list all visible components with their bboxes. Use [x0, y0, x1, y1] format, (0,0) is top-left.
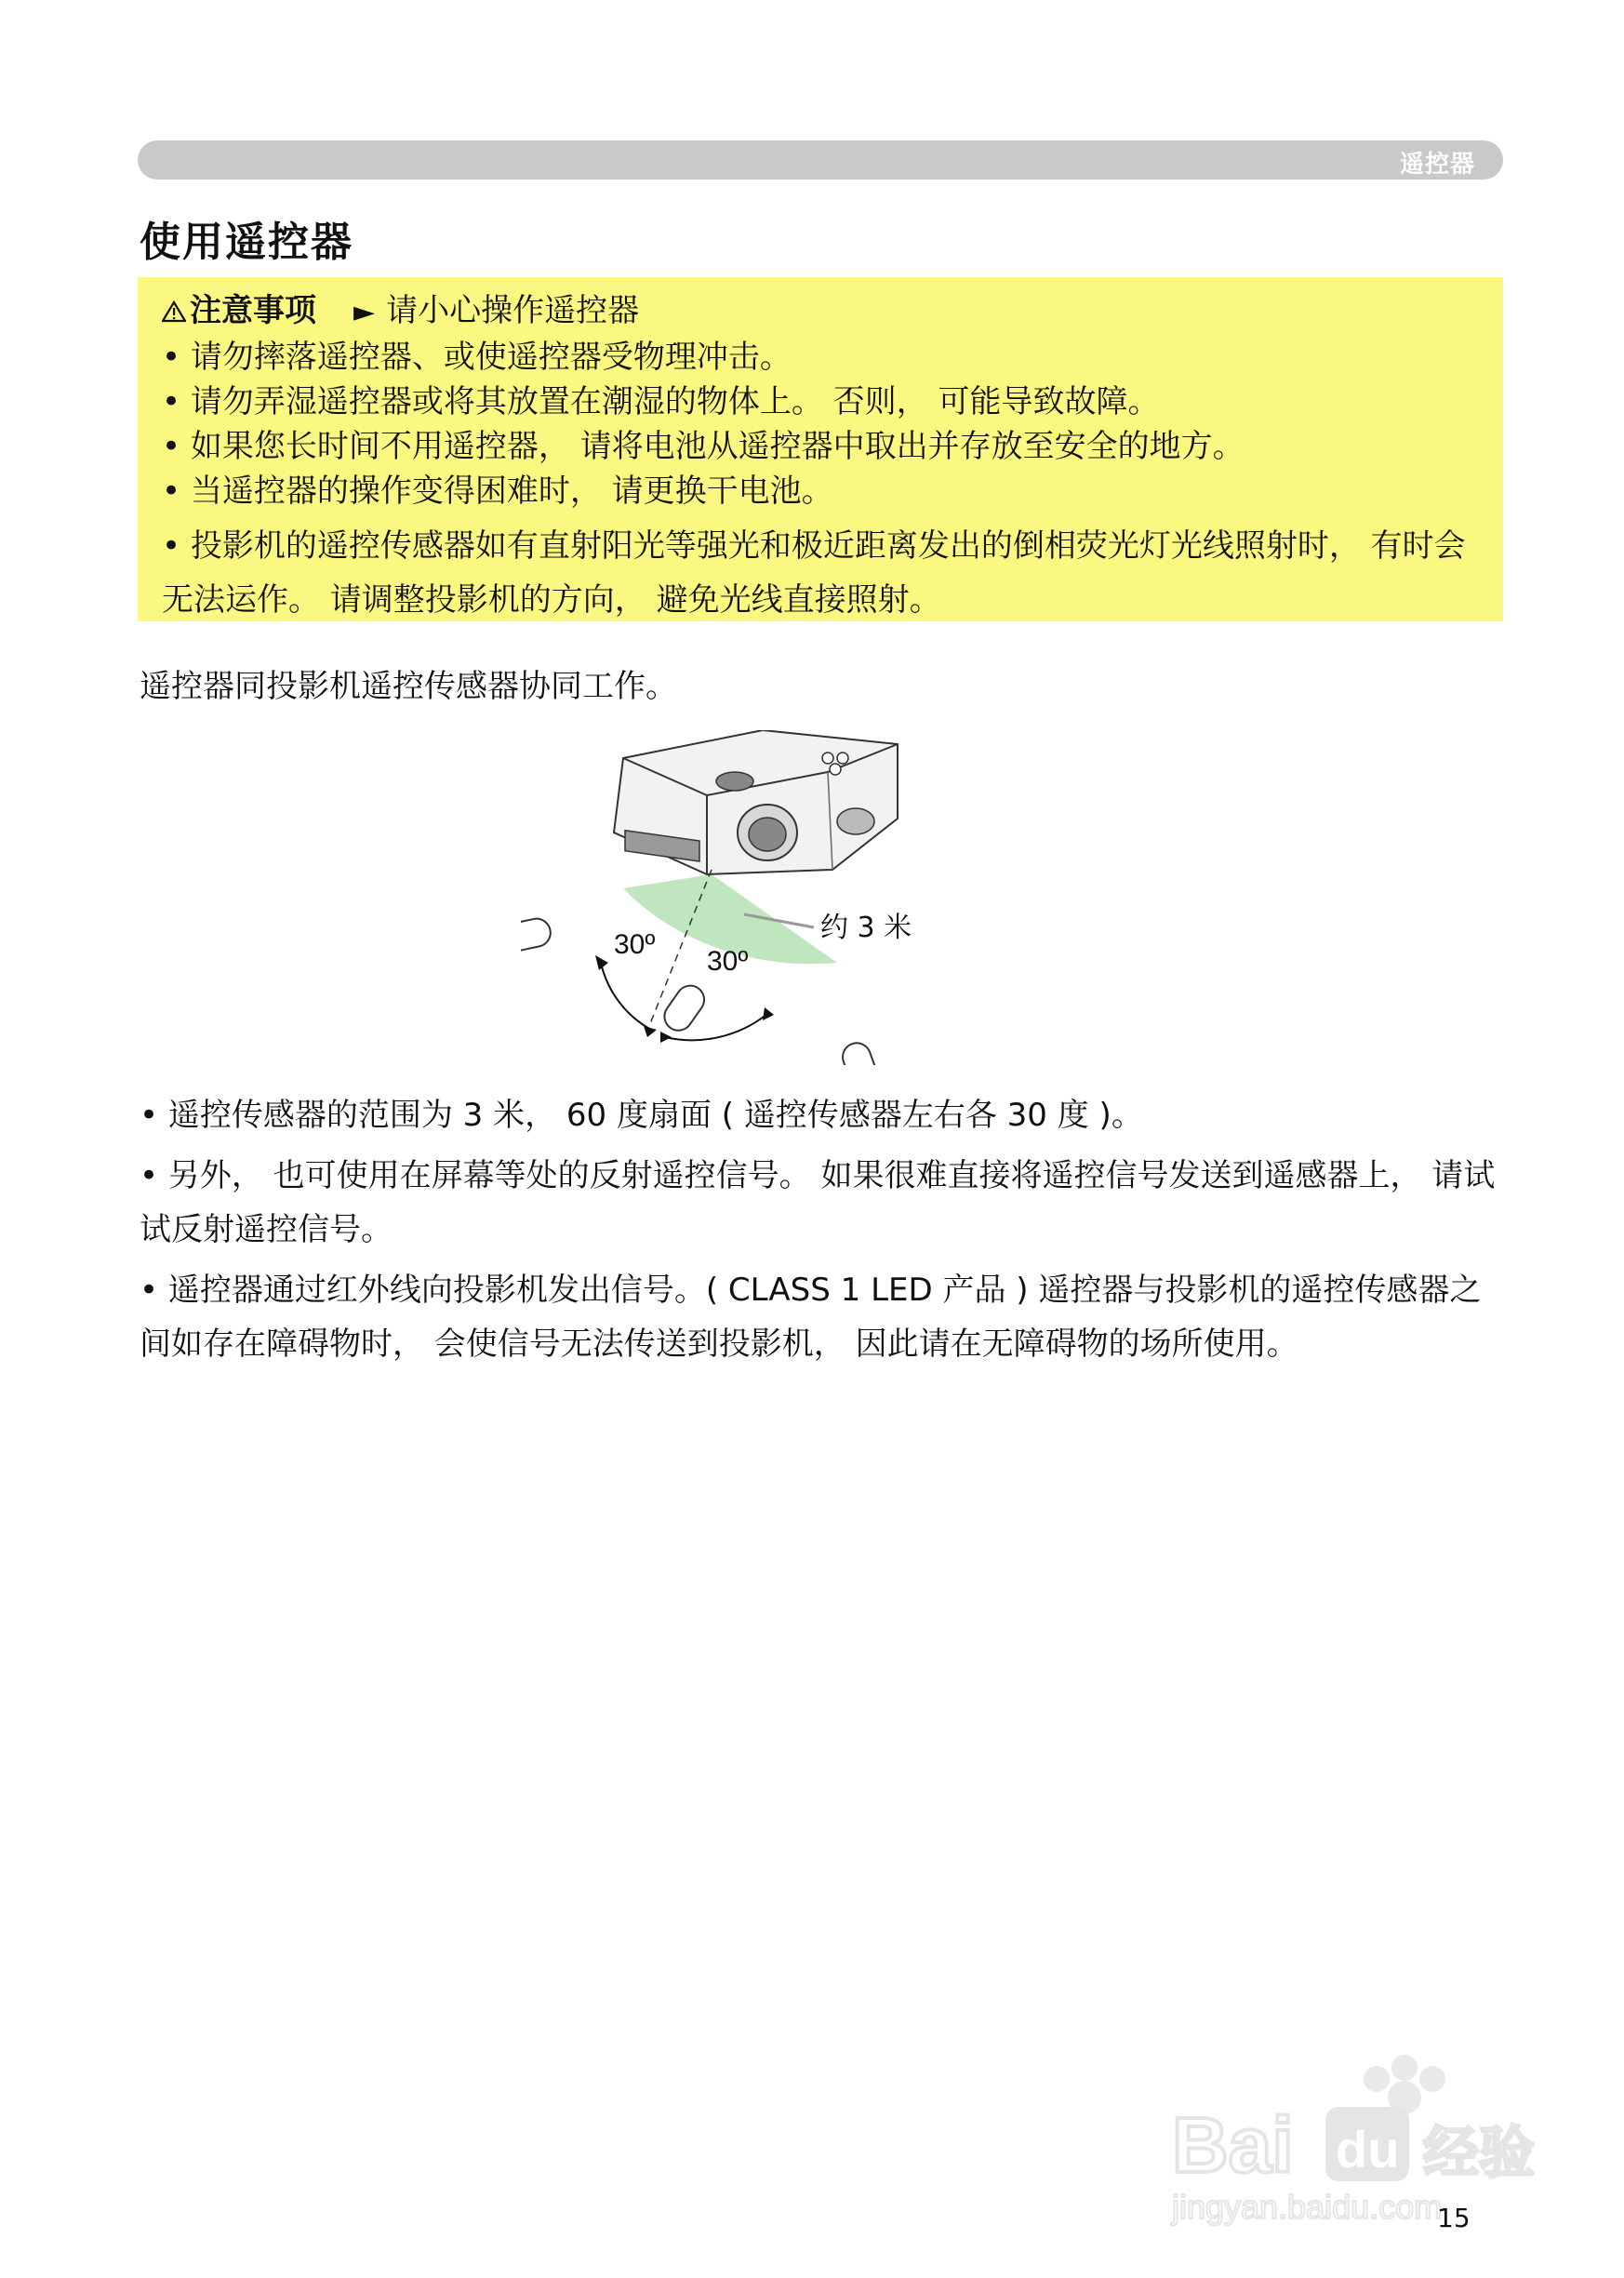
caution-box: [138, 277, 1503, 621]
remote-control-center: [659, 980, 710, 1036]
remote-control-left: [521, 916, 553, 953]
distance-label: 约 3 米: [820, 912, 912, 944]
range-diagram: [521, 730, 1005, 1065]
caution-item: • 投影机的遥控传感器如有直射阳光等强光和极近距离发出的倒相荧光灯光线照射时， 有时会无法运作。 请调整投影机的方向， 避免光线直接照射。: [162, 527, 1466, 619]
svg-text:经验: 经验: [1423, 2121, 1535, 2186]
caution-item: • 请勿摔落遥控器、或使遥控器受物理冲击。: [162, 339, 792, 376]
remote-control-right: [839, 1039, 882, 1065]
projector-illustration: [614, 730, 898, 874]
angle-label-left: 30º: [614, 929, 656, 960]
svg-text:jingyan.baidu.com: jingyan.baidu.com: [1172, 2188, 1443, 2226]
caution-list: [162, 335, 1503, 627]
remote-range-figure: [521, 730, 1005, 1065]
page-title: 使用遥控器: [140, 219, 353, 266]
body-paragraph: • 遥控器通过红外线向投影机发出信号。( CLASS 1 LED 产品 ) 遥控器与投影机的遥控传感器之间如存在障碍物时， 会使信号无法传送到投影机， 因此请在无障碍物的场所使用。: [140, 1272, 1482, 1363]
section-label: 遥控器: [1399, 151, 1475, 179]
arrow-right-icon: ►: [353, 296, 376, 328]
baidu-jingyan-watermark: [1153, 2042, 1563, 2228]
left-angle-arc: [601, 963, 651, 1030]
body-paragraph: • 遥控传感器的范围为 3 米， 60 度扇面 ( 遥控传感器左右各 30 度 )。: [140, 1097, 1143, 1134]
svg-text:Bai: Bai: [1172, 2101, 1294, 2189]
caution-heading: [162, 288, 1503, 335]
body-paragraph: • 另外， 也可使用在屏幕等处的反射遥控信号。 如果很难直接将遥控信号发送到遥感器上， 请试试反射遥控信号。: [140, 1157, 1496, 1248]
section-header-bar: [138, 140, 1503, 180]
svg-text:du: du: [1336, 2120, 1400, 2178]
angle-label-right: 30º: [707, 946, 749, 977]
caution-item: • 如果您长时间不用遥控器， 请将电池从遥控器中取出并存放至安全的地方。: [162, 428, 1245, 465]
caution-lead: 请小心操作遥控器: [386, 292, 640, 329]
intro-text: 遥控器同投影机遥控传感器协同工作。: [140, 668, 677, 705]
warning-triangle-icon: [162, 290, 186, 335]
caution-item: • 请勿弄湿遥控器或将其放置在潮湿的物体上。 否则， 可能导致故障。: [162, 383, 1160, 420]
caution-title: 注意事项: [190, 292, 316, 329]
page-number: 15: [1437, 2203, 1471, 2233]
caution-item: • 当遥控器的操作变得困难时， 请更换干电池。: [162, 473, 833, 510]
